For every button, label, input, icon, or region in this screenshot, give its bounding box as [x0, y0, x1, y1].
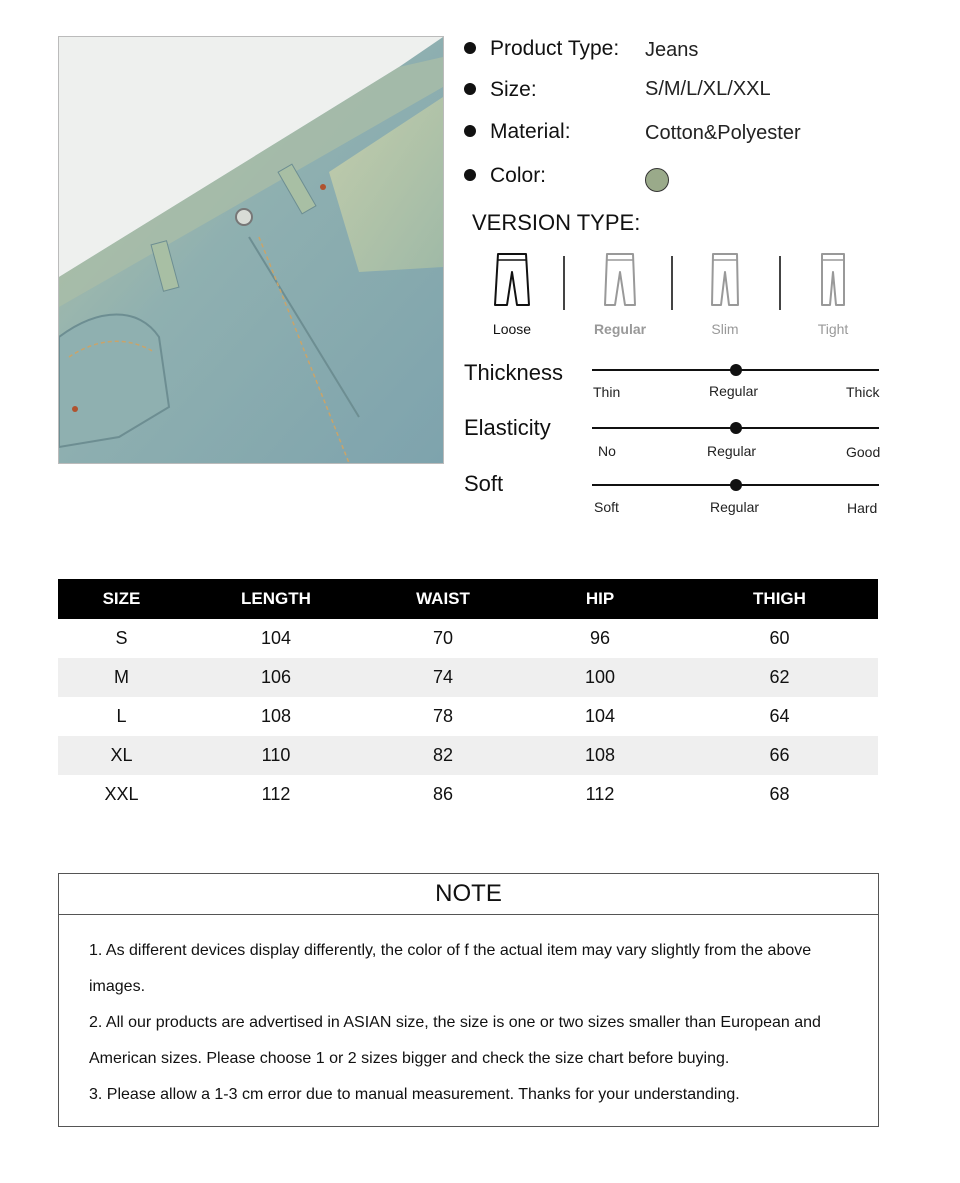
scale-elasticity-name: Elasticity [464, 415, 551, 440]
table-cell: 82 [367, 736, 519, 775]
table-header-row [58, 579, 878, 619]
divider [779, 256, 781, 310]
table-cell: 62 [681, 658, 878, 697]
spec-label: Material: [490, 120, 571, 143]
scale-elasticity-max: Good [846, 444, 881, 460]
table-cell: 74 [367, 658, 519, 697]
scale-soft-marker [730, 479, 742, 491]
version-label: Tight [817, 321, 849, 337]
spec-value: Jeans [645, 39, 699, 61]
table-cell: XL [58, 736, 185, 775]
size-chart-table [58, 579, 878, 814]
table-row [58, 736, 878, 775]
version-label: Loose [492, 321, 532, 337]
slim-pants-icon [705, 252, 745, 308]
table-cell: S [115, 628, 128, 648]
note-line: 2. All our products are advertised in ASIAN size, the size is one or two sizes smaller than European and American sizes. Please choose 1 or 2 sizes bigger and check the size chart before buying. [89, 1014, 821, 1067]
bullet-icon [464, 42, 476, 54]
table-cell: 108 [260, 706, 292, 726]
version-label: Regular [593, 321, 647, 337]
scale-thickness-marker [730, 364, 742, 376]
column-header: WAIST [367, 579, 519, 619]
scale-soft-max: Hard [847, 500, 878, 516]
note-line: 1. As different devices display differently, the color of f the actual item may vary slightly from the above images. [89, 942, 812, 995]
scale-soft-mid: Regular [710, 499, 760, 515]
version-option-loose [472, 252, 552, 337]
column-header: HIP [519, 579, 681, 619]
version-label: Slim [711, 321, 739, 337]
table-cell: L [116, 706, 127, 726]
column-header: SIZE [58, 579, 185, 619]
table-cell: 112 [585, 784, 615, 804]
table-cell: XXL [104, 784, 139, 804]
table-cell: 68 [769, 784, 790, 804]
note-line: 3. Please allow a 1-3 cm error due to manual measurement. Thanks for your understanding. [89, 1086, 740, 1103]
scale-elasticity-mid: Regular [707, 443, 757, 459]
table-cell: 60 [769, 628, 790, 648]
bullet-icon [464, 83, 476, 95]
scale-thickness-name: Thickness [464, 360, 564, 385]
spec-label: Size: [490, 78, 537, 101]
version-type-title: VERSION TYPE: [472, 210, 641, 235]
version-option-tight [793, 252, 873, 337]
regular-pants-icon [600, 252, 640, 308]
table-cell: 78 [432, 706, 454, 726]
table-cell: 96 [589, 628, 611, 648]
scale-soft-min: Soft [594, 499, 619, 515]
column-header: LENGTH [185, 579, 367, 619]
loose-pants-icon [492, 252, 532, 308]
table-row [58, 697, 878, 736]
table-row [58, 658, 878, 697]
product-photo [58, 36, 444, 464]
table-cell: 112 [261, 784, 291, 804]
bullet-icon [464, 125, 476, 137]
table-cell: M [58, 658, 185, 697]
scale-elasticity-marker [730, 422, 742, 434]
table-cell: 106 [185, 658, 367, 697]
table-cell: 104 [260, 628, 292, 648]
column-header: THIGH [681, 579, 878, 619]
scale-thickness-max: Thick [846, 384, 880, 400]
jeans-illustration [59, 37, 443, 463]
note-title: NOTE [59, 874, 878, 915]
table-cell: 110 [185, 736, 367, 775]
spec-value: Cotton&Polyester [645, 122, 801, 144]
table-row [58, 775, 878, 814]
table-cell: 100 [519, 658, 681, 697]
spec-label: Color: [490, 164, 547, 187]
tight-pants-icon [813, 252, 853, 308]
spec-label: Product Type: [490, 37, 620, 60]
table-row [58, 619, 878, 658]
table-cell: 104 [584, 706, 616, 726]
divider [671, 256, 673, 310]
scale-soft-name: Soft [464, 471, 504, 496]
version-option-regular [580, 252, 660, 337]
note-body [59, 915, 878, 1113]
color-swatch [645, 168, 669, 192]
table-cell: 66 [681, 736, 878, 775]
divider [563, 256, 565, 310]
bullet-icon [464, 169, 476, 181]
scale-elasticity-min: No [598, 443, 616, 459]
note-box [58, 873, 879, 1127]
table-cell: 70 [432, 628, 454, 648]
scale-thickness-min: Thin [593, 384, 621, 400]
table-cell: 108 [519, 736, 681, 775]
table-cell: 64 [769, 706, 790, 726]
version-option-slim [685, 252, 765, 337]
table-cell: 86 [432, 784, 454, 804]
spec-value: S/M/L/XL/XXL [645, 78, 771, 100]
scale-thickness-mid: Regular [709, 383, 759, 399]
